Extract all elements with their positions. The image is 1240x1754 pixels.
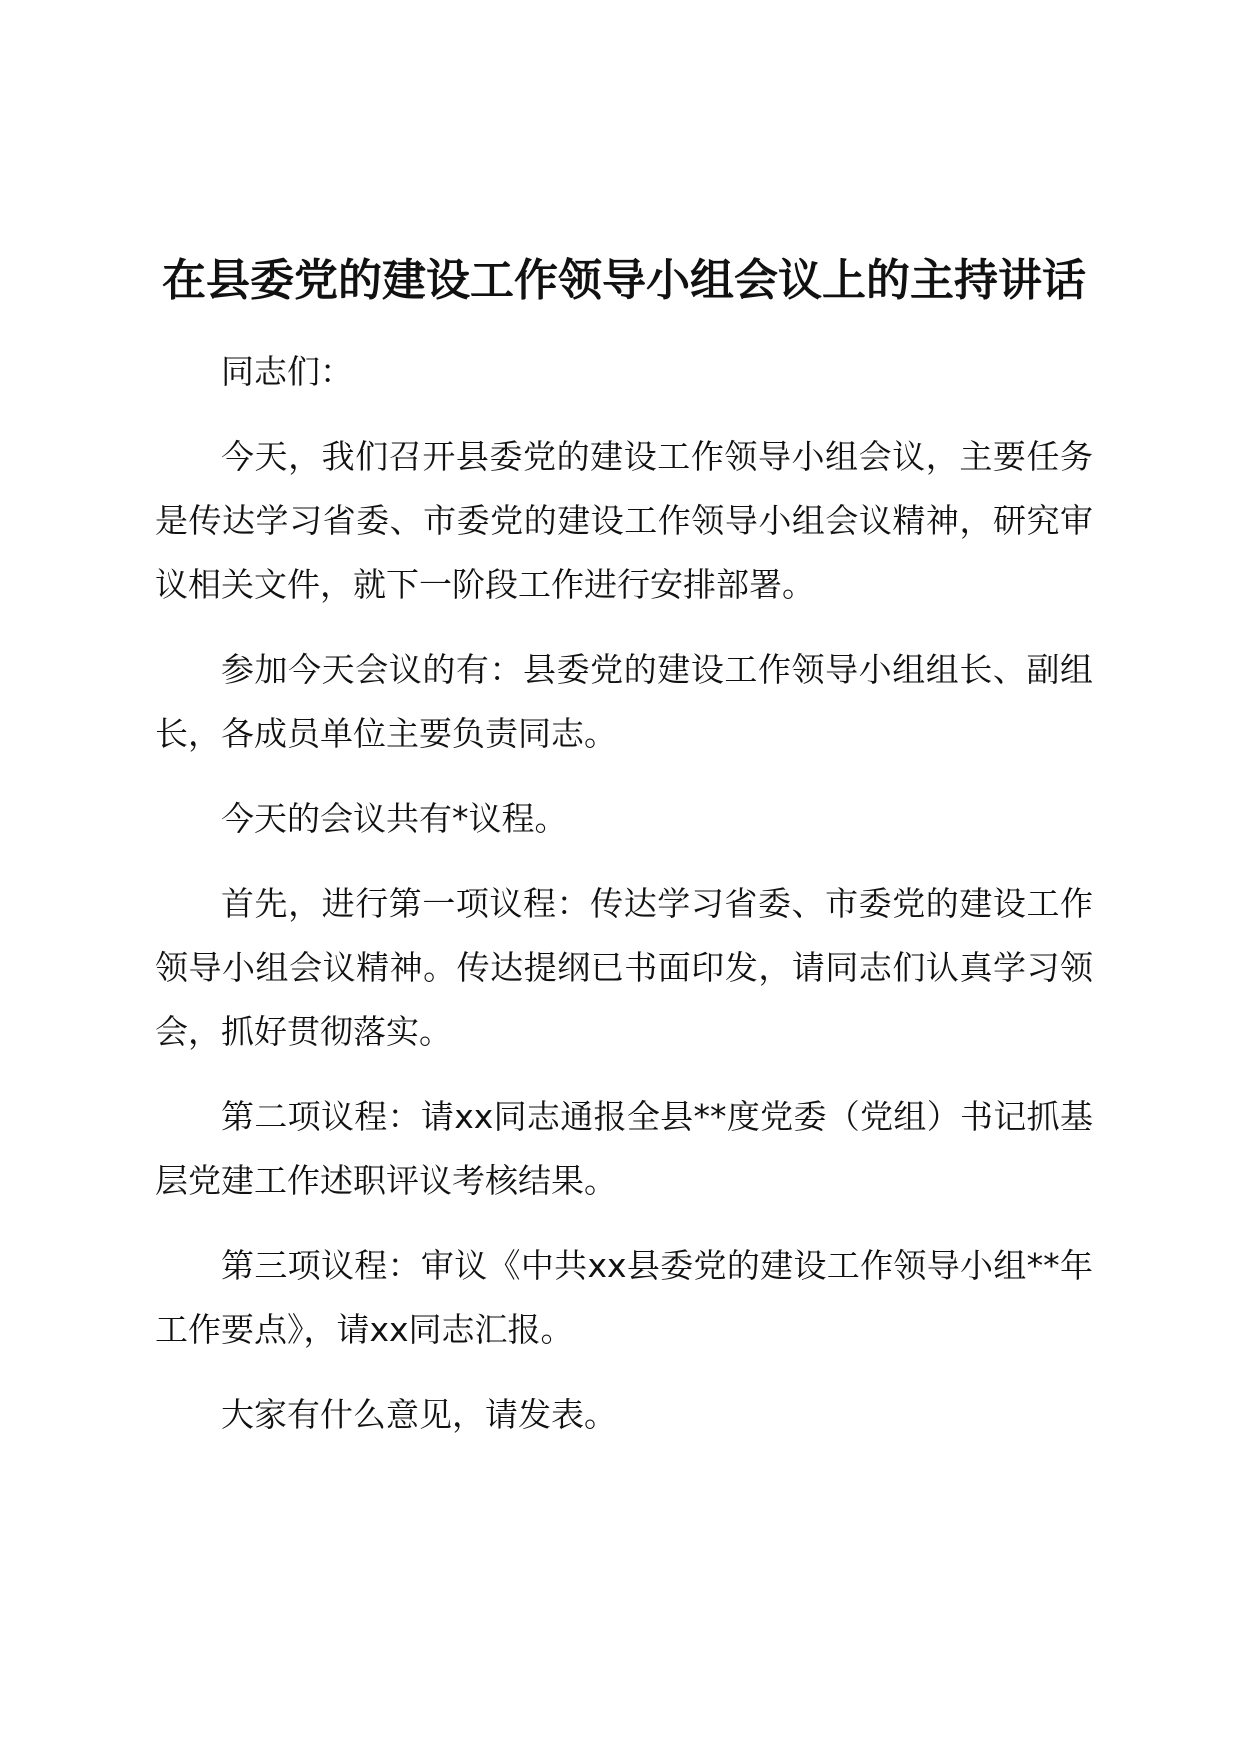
attendees-paragraph: 参加今天会议的有：县委党的建设工作领导小组组长、副组长，各成员单位主要负责同志。 [155,650,1093,753]
salutation-paragraph: 同志们： [221,352,353,391]
agenda-count-paragraph: 今天的会议共有*议程。 [221,799,568,838]
meeting-purpose-paragraph: 今天，我们召开县委党的建设工作领导小组会议，主要任务是传达学习省委、市委党的建设工作领导小组会议精神，研究审议相关文件，就下一阶段工作进行安排部署。 [155,437,1093,604]
agenda-item-three-paragraph: 第三项议程：审议《中共xx县委党的建设工作领导小组**年工作要点》，请xx同志汇报。 [155,1246,1093,1349]
agenda-item-one-paragraph: 首先，进行第一项议程：传达学习省委、市委党的建设工作领导小组会议精神。传达提纲已书面印发，请同志们认真学习领会，抓好贯彻落实。 [155,884,1093,1051]
agenda-item-two-paragraph: 第二项议程：请xx同志通报全县**度党委（党组）书记抓基层党建工作述职评议考核结果。 [155,1097,1093,1200]
document-title: 在县委党的建设工作领导小组会议上的主持讲话 [162,255,1086,306]
document-body [155,248,1093,1468]
request-opinions-paragraph: 大家有什么意见，请发表。 [221,1395,617,1434]
